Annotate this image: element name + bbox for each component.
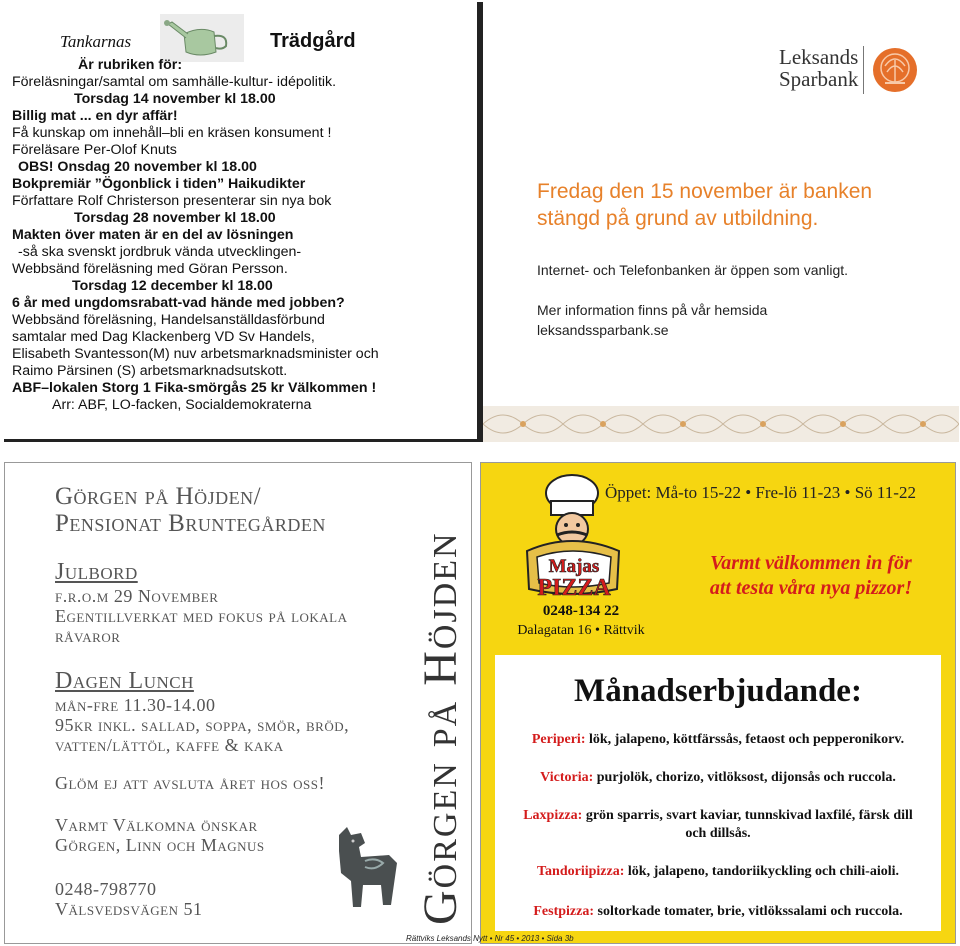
lunch-description: 95kr inkl. sallad, soppa, smör, bröd, vatten/lättöl, kaffe & kaka xyxy=(55,715,350,755)
pizza-address: Dalagatan 16 • Rättvik xyxy=(517,623,645,638)
pizza-welcome: Varmt välkommen in för att testa våra nya pizzor! xyxy=(709,552,913,599)
pizza-offer-item: Periperi: lök, jalapeno, köttfärssås, fetaost och pepperonikorv. xyxy=(531,732,905,747)
monthly-offer-title: Månadserbjudande: xyxy=(574,673,862,709)
watering-can-icon xyxy=(160,14,244,62)
program-line: Torsdag 28 november kl 18.00 xyxy=(74,210,276,226)
program-line: 6 år med ungdomsrabatt-vad hände med jobben? xyxy=(12,295,345,311)
tankarnas-tradgard-ad xyxy=(4,2,480,442)
gorgen-title: Görgen på Höjden/ xyxy=(55,483,262,510)
program-line: Webbsänd föreläsning med Göran Persson. xyxy=(12,261,288,277)
logo-pizza-text: PIZZA xyxy=(537,575,611,601)
program-line: Är rubriken för: xyxy=(78,57,183,73)
program-line: Makten över maten är en del av lösningen xyxy=(12,227,294,243)
program-line: Arr: ABF, LO-facken, Socialdemokraterna xyxy=(52,397,312,413)
pizza-offer-item: Laxpizza: grön sparris, svart kaviar, tunnskivad laxfilé, färsk dill och dillsås. xyxy=(523,808,913,841)
vertical-name: Görgen på Höjden xyxy=(414,531,467,925)
page-footer: Rättviks Leksands Nytt • Nr 45 • 2013 • Sida 3b xyxy=(406,934,574,943)
julbord-date: f.r.o.m 29 November xyxy=(55,586,219,606)
lunch-hours: mån-fre 11.30-14.00 xyxy=(55,695,216,715)
decorative-border xyxy=(483,406,959,442)
internet-bank-note: Internet- och Telefonbanken är öppen som vanligt. xyxy=(537,262,849,278)
logo-divider xyxy=(863,46,864,94)
lunch-heading: Dagen Lunch xyxy=(55,668,194,694)
hosts-line: Görgen, Linn och Magnus xyxy=(55,835,265,855)
dala-horse-icon xyxy=(317,821,407,921)
tankarnas-title: Trädgård xyxy=(270,30,356,52)
program-line: Elisabeth Svantesson(M) nuv arbetsmarknadsminister och xyxy=(12,346,379,362)
program-line: Torsdag 14 november kl 18.00 xyxy=(74,91,276,107)
gorgen-address: Välsvedsvägen 51 xyxy=(55,899,203,919)
program-line: Webbsänd föreläsning, Handelsanställdasförbund xyxy=(12,312,325,328)
sparbank-logo-text: Leksands Sparbank xyxy=(779,45,859,91)
julbord-description: Egentillverkat med fokus på lokala råvaror xyxy=(55,606,348,646)
majas-pizza-ad xyxy=(480,462,956,944)
program-line: samtalar med Dag Klackenberg VD Sv Handels, xyxy=(12,329,315,345)
logo-majas-text: Majas xyxy=(548,556,600,577)
program-line: -så ska svenskt jordbruk vända utvecklingen- xyxy=(18,244,302,260)
welcome-line: Varmt Välkomna önskar xyxy=(55,815,258,835)
gorgen-subtitle: Pensionat Bruntegården xyxy=(55,510,326,537)
year-end-reminder: Glöm ej att avsluta året hos oss! xyxy=(55,773,325,793)
gorgen-phone: 0248-798770 xyxy=(55,879,157,899)
closure-headline: Fredag den 15 november är banken stängd på grund av utbildning. xyxy=(537,180,873,230)
tree-logo-icon xyxy=(871,46,919,94)
program-line: Författare Rolf Christerson presenterar sin nya bok xyxy=(12,193,332,209)
program-line: Bokpremiär ”Ögonblick i tiden” Haikudikter xyxy=(12,176,306,192)
tankarnas-program xyxy=(12,57,476,414)
program-line: Torsdag 12 december kl 18.00 xyxy=(72,278,273,294)
tankarnas-header xyxy=(60,30,380,60)
more-info-line: Mer information finns på vår hemsida xyxy=(537,302,768,318)
leksands-sparbank-ad xyxy=(480,2,956,442)
pizza-phone: 0248-134 22 xyxy=(542,603,620,619)
program-line: Föreläsare Per-Olof Knuts xyxy=(12,142,177,158)
program-line: Föreläsningar/samtal om samhälle-kultur- idépolitik. xyxy=(12,74,337,90)
program-line: ABF–lokalen Storg 1 Fika-smörgås 25 kr Välkommen ! xyxy=(12,380,377,396)
gorgen-pa-hojden-ad xyxy=(4,462,472,944)
program-line: OBS! Onsdag 20 november kl 18.00 xyxy=(18,159,257,175)
program-line: Raimo Pärsinen (S) arbetsmarknadsutskott. xyxy=(12,363,288,379)
website-link[interactable]: leksandssparbank.se xyxy=(537,322,669,338)
monthly-offer-box xyxy=(495,655,941,931)
opening-hours: Öppet: Må-to 15-22 • Fre-lö 11-23 • Sö 11-22 xyxy=(605,483,916,502)
pizza-offer-item: Victoria: purjolök, chorizo, vitlöksost, dijonsås och ruccola. xyxy=(540,770,896,785)
julbord-heading: Julbord xyxy=(55,559,138,585)
program-line: Få kunskap om innehåll–bli en kräsen konsument ! xyxy=(12,125,332,141)
tankarnas-script-title: Tankarnas xyxy=(60,32,132,51)
pizza-offer-item: Tandoriipizza: lök, jalapeno, tandoriikyckling och chili-aioli. xyxy=(537,864,899,879)
pizza-offer-item: Festpizza: soltorkade tomater, brie, vitlökssalami och ruccola. xyxy=(533,904,903,919)
program-line: Billig mat ... en dyr affär! xyxy=(12,108,178,124)
